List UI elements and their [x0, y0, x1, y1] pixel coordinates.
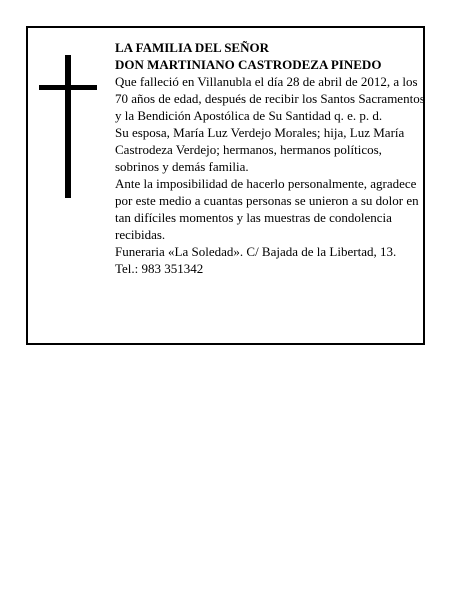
relatives-paragraph: Su esposa, María Luz Verdejo Morales; hija, Luz María Castrodeza Verdejo; hermanos, hermanos políticos, sobrinos y demás familia.	[115, 125, 405, 174]
thanks-paragraph: Ante la imposibilidad de hacerlo personalmente, agradece por este medio a cuantas personas se unieron a su dolor en tan difíciles momentos y las muestras de condolencia recibidas.	[115, 176, 419, 242]
cross-icon	[39, 55, 97, 198]
funeral-home-address: Funeraria «La Soledad». C/ Bajada de la Libertad, 13.	[115, 244, 397, 259]
phone-number: Tel.: 983 351342	[115, 261, 204, 276]
heading-deceased-name: DON MARTINIANO CASTRODEZA PINEDO	[115, 57, 382, 72]
death-paragraph: Que falleció en Villanubla el día 28 de abril de 2012, a los 70 años de edad, después de recibir los Santos Sacramentos y la Bendición Apostólica de Su Santidad q. e. p. d.	[115, 74, 425, 123]
cross-vertical-bar	[65, 55, 71, 198]
obituary-notice	[26, 26, 425, 345]
notice-text	[115, 39, 425, 277]
cross-horizontal-bar	[39, 85, 97, 90]
heading-family: LA FAMILIA DEL SEÑOR	[115, 40, 269, 55]
